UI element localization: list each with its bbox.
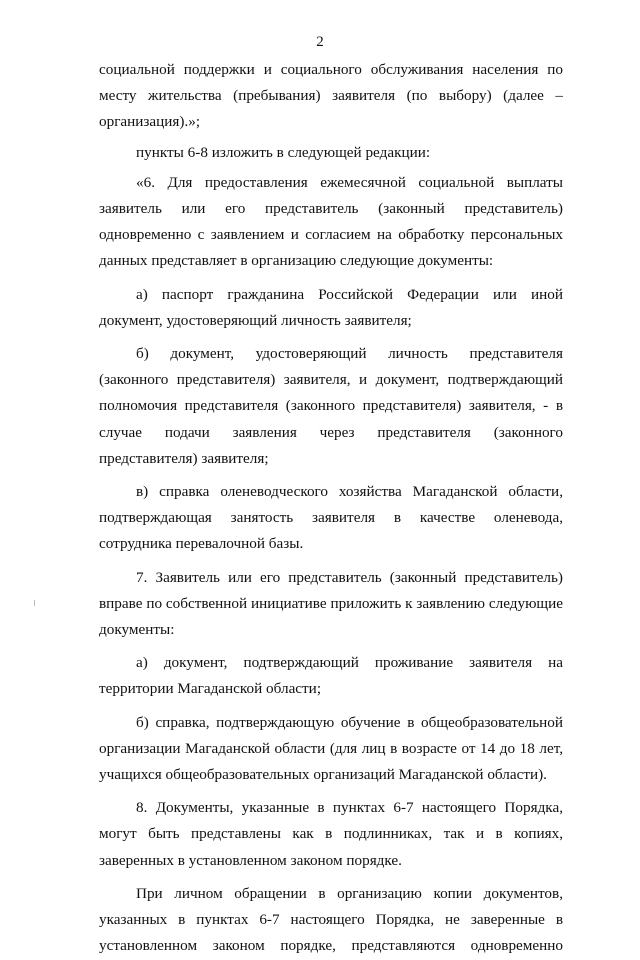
paragraph-item-8: 8. Документы, указанные в пунктах 6-7 настоящего Порядка, могут быть представлены как в подлинниках, так и в копиях, заверенных в установленном законом порядке. <box>99 799 563 869</box>
paragraph-amendment-intro: пункты 6-8 изложить в следующей редакции: <box>136 143 431 161</box>
paragraph-item-7b: б) справка, подтверждающую обучение в общеобразовательной организации Магаданской области (для лиц в возрасте от 14 до 18 лет, учащихся общеобразовательных организаций Магаданской области). <box>99 713 563 784</box>
document-body <box>99 57 563 960</box>
paragraph-personal-appeal: При личном обращении в организацию копии документов, указанных в пунктах 6-7 настоящего Порядка, не заверенные в установленном законом порядке, представляются одновременно <box>99 884 563 955</box>
paragraph-item-6c: в) справка оленеводческого хозяйства Магаданской области, подтверждающая занятость заявителя в качестве оленевода, сотрудника перевалочной базы. <box>99 483 563 553</box>
paragraph-item-6b: б) документ, удостоверяющий личность представителя (законного представителя) заявителя, и документ, подтверждающий полномочия представителя (законного представителя) заявителя, - в случае подачи заявления через представителя (законного представителя) заявителя; <box>99 345 563 467</box>
page-number: 2 <box>316 34 324 50</box>
scan-margin-mark <box>34 600 35 606</box>
paragraph-item-7: 7. Заявитель или его представитель (законный представитель) вправе по собственной инициативе приложить к заявлению следующие документы: <box>99 568 563 639</box>
paragraph-item-6: «6. Для предоставления ежемесячной социальной выплаты заявитель или его представитель (законный представитель) одновременно с заявлением и согласием на обработку персональных данных представляет в организацию следующие документы: <box>99 173 563 270</box>
paragraph-item-6a: а) паспорт гражданина Российской Федерации или иной документ, удостоверяющий личность заявителя; <box>99 285 563 329</box>
paragraph-continuation: социальной поддержки и социального обслуживания населения по месту жительства (пребывания) заявителя (по выбору) (далее – организация).»; <box>99 61 563 131</box>
paragraph-item-7a: а) документ, подтверждающий проживание заявителя на территории Магаданской области; <box>99 654 563 698</box>
